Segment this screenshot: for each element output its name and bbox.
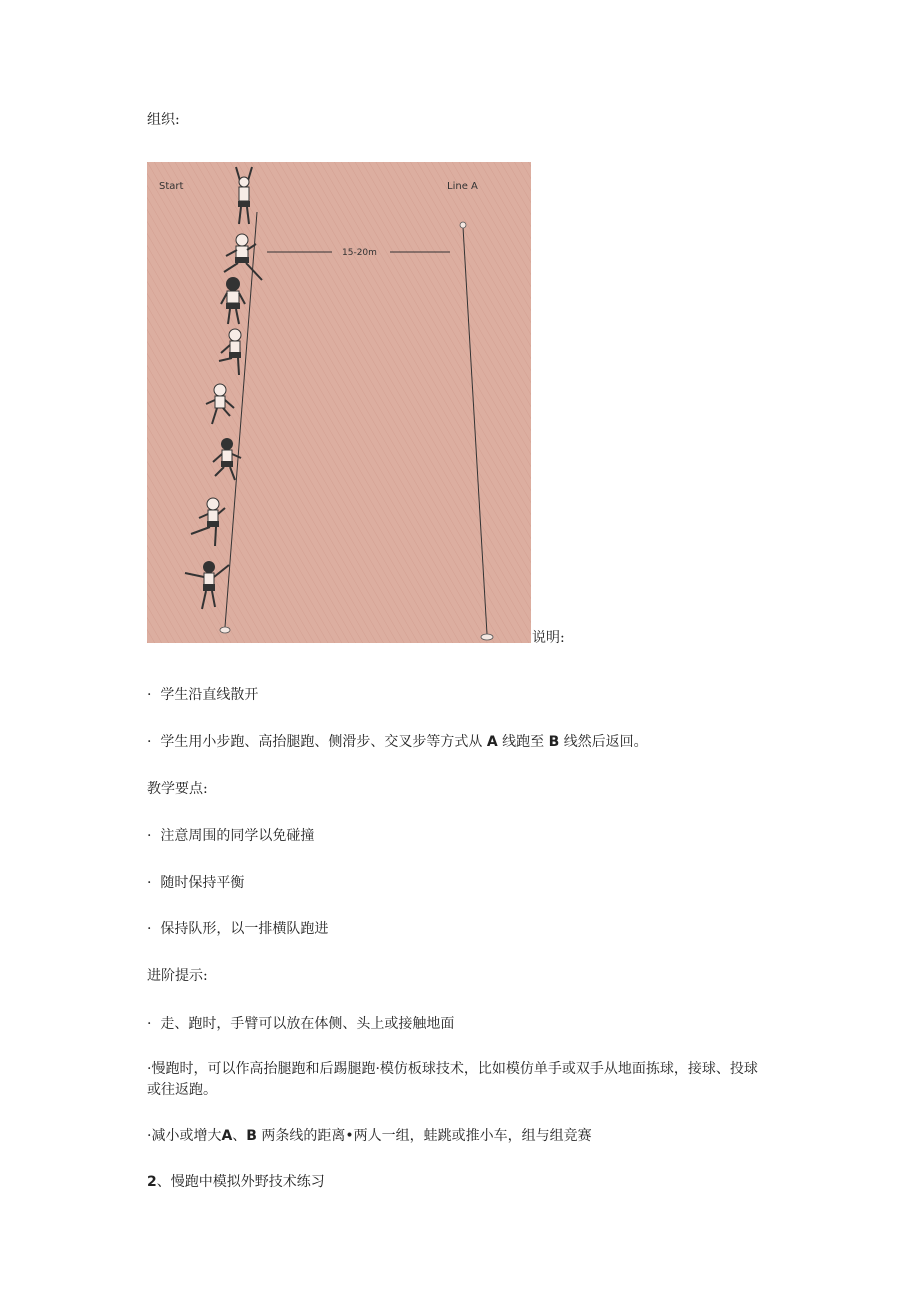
bullet-dot: ·: [147, 687, 152, 703]
bullet-text-part-3: 线然后返回。: [563, 734, 648, 750]
distance-label: 15-20m: [342, 248, 377, 258]
bullet-text-part-2: 两条线的距离•两人一组，蛙跳或推小车，组与组竞赛: [261, 1128, 592, 1144]
bullet-dot: ·: [147, 734, 152, 750]
bullet-text-part-2: 线跑至: [502, 734, 545, 750]
drill-diagram: [147, 162, 531, 643]
line-a-top-marker: [460, 222, 466, 228]
bullet-text-part-1: 减小或增大: [151, 1128, 222, 1144]
section-title: 、慢跑中模拟外野技术练习: [156, 1174, 325, 1190]
bullet-dot: ·: [147, 1061, 152, 1077]
bullet-dot: ·: [147, 875, 152, 891]
bullet-text-part-1: 学生用小步跑、高抬腿跑、侧滑步、交叉步等方式从: [160, 734, 483, 750]
bullet-dot: ·: [147, 921, 152, 937]
explain-bullet-1: [147, 685, 258, 705]
bullet-text: 走、跑时，手臂可以放在体侧、头上或接触地面: [160, 1016, 455, 1032]
point-bullet-2: [147, 873, 244, 893]
bullet-text: 学生沿直线散开: [160, 687, 259, 703]
separator: 、: [232, 1128, 247, 1144]
line-a-label: Line A: [447, 181, 478, 192]
advanced-tips-heading: 进阶提示:: [147, 968, 208, 984]
start-label: Start: [159, 181, 184, 192]
teaching-points-heading: 教学要点:: [147, 781, 208, 797]
advanced-bullet-2: [147, 1059, 767, 1101]
point-bullet-3: [147, 919, 328, 939]
start-cone: [220, 627, 230, 633]
bullet-text: 随时保持平衡: [160, 875, 245, 891]
explanation-heading: 说明:: [532, 630, 565, 646]
point-bullet-1: [147, 826, 314, 846]
bullet-dot: ·: [147, 1016, 152, 1032]
advanced-bullet-3: [147, 1126, 592, 1146]
line-a-ref: A: [486, 734, 498, 750]
bullet-dot: ·: [147, 1128, 152, 1144]
organization-heading: 组织:: [147, 112, 180, 128]
line-b-ref: B: [246, 1128, 257, 1144]
section-number: 2: [147, 1174, 157, 1190]
line-a-cone: [481, 634, 493, 640]
bullet-text: 注意周围的同学以免碰撞: [160, 828, 315, 844]
explain-bullet-2: [147, 732, 648, 752]
bullet-text: 保持队形，以一排横队跑进: [160, 921, 329, 937]
bullet-dot: ·: [147, 828, 152, 844]
section-2-heading: [147, 1172, 325, 1192]
line-b-ref: B: [548, 734, 560, 750]
line-a-ref: A: [221, 1128, 233, 1144]
bullet-text: 慢跑时，可以作高抬腿跑和后踢腿跑·模仿板球技术，比如模仿单手或双手从地面拣球，接球、投球或往返跑。: [147, 1061, 758, 1098]
advanced-bullet-1: [147, 1014, 454, 1034]
